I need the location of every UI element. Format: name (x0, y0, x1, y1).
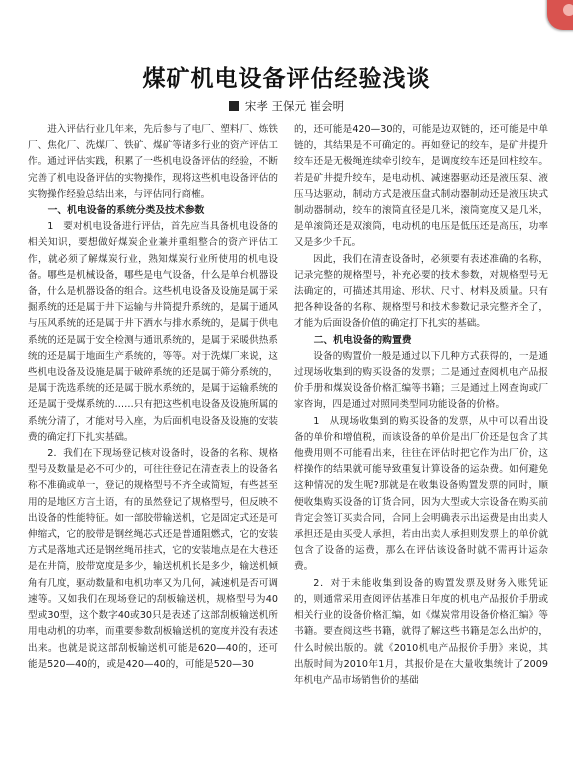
paragraph: 1 要对机电设备进行评估，首先应当具备机电设备的相关知识，要想做好煤炭企业兼并重组整合的资产评估工作，就必须了解煤炭行业，熟知煤炭行业所使用的机电设备。哪些是机械设备，哪些是电气设备，什么是单台机器设备，什么是机器设备的组合。这些机电设备及设施是属于采掘系统的还是属于井下运输与井筒提升系统的，是属于通风与压风系统的还是属于井下洒水与排水系统的，是属于供电系统的还是属于安全检测与通讯系统的，是属于采暖供热系统的还是属于地面生产系统的，等等。对于洗煤厂来说，这些机电设备及设施是属于破碎系统的还是属于筛分系统的，是属于洗选系统的还是属于脱水系统的，是属于运输系统的还是属于受煤系统的……只有把这些机电设备及设施所属的系统分清了，才能对号入座，为后面机电设备及设施的安装费的确定打下扎实基础。 (28, 221, 278, 443)
paragraph: 因此，我们在清查设备时，必须要有表述准确的名称，记录完整的规格型号，补充必要的技术参数，对规格型号无法确定的，可描述其用途、形状、尺寸、材料及质量。只有把各种设备的名称、规格型号和技术参数记录完整齐全了，才能为后面设备价值的确定打下扎实的基础。 (294, 253, 548, 330)
paragraph: 2．我们在下现场登记核对设备时，设备的名称、规格型号及数量是必不可少的，可往往登记在清查表上的设备名称不准确或单一，登记的规格型号不齐全或简短，有些甚至用的是地区方言土语，有的虽然登记了规格型号，但反映不出设备的性能特征。如一部胶带输送机，它是固定式还是可伸缩式，它的胶带是钢丝绳芯式还是普通阻燃式，它的安装方式是落地式还是钢丝绳吊挂式，它的安装地点是在大巷还是在井筒，胶带宽度是多少，输送机机长是多少，输送机倾角有几度，驱动数量和电机功率又为几何，减速机是否可调速等。又如我们在现场登记的刮板输送机，规格型号为40型或30型，这个数字40或30只是表述了这部刮板输送机所用电动机的功率，而重要参数刮板输送机的宽度并没有表述出来。也就是说这部刮板输送机可能是620—40的，还可能是520—40的，或是420—40的，可能是520—30 (28, 448, 278, 670)
section-heading: 二、机电设备的购置费 (313, 334, 412, 346)
article-title: 煤矿机电设备评估经验浅谈 (142, 66, 431, 92)
left-column (28, 122, 278, 770)
author-names: 宋孝 王保元 崔会明 (244, 99, 345, 113)
right-column (294, 122, 548, 770)
author-square-icon (229, 101, 239, 111)
paragraph: 设备的购置价一般是通过以下几种方式获得的，一是通过现场收集到的购买设备的发票；二是通过查阅机电产品报价手册和煤炭设备价格汇编等书籍；三是通过上网查询或厂家咨询，四是通过对照同类型同功能设备的价格。 (294, 350, 548, 411)
section-heading: 一、机电设备的系统分类及技术参数 (47, 205, 205, 217)
article-authors (0, 98, 573, 114)
corner-tab-dot (563, 4, 573, 16)
corner-page-tab (547, 0, 573, 30)
paragraph-continued: 的，还可能是420—30的，可能是边双链的，还可能是中单链的，其结果是不可确定的。再如登记的绞车，是矿井提升绞车还是无极绳连续牵引绞车，是调度绞车还是回柱绞车。若是矿井提升绞车，是电动机、减速器驱动还是液压泵、液压马达驱动，制动方式是液压盘式制动器制动还是液压块式制动器制动，绞车的滚筒直径是几米，滚筒宽度又是几米，是单滚筒还是双滚筒，电动机的电压是低压还是高压，功率又是多少千瓦。 (294, 124, 548, 249)
paragraph: 2．对于未能收集到设备的购置发票及财务入账凭证的，则通常采用查阅评估基准日年度的机电产品报价手册或相关行业的设备价格汇编，如《煤炭常用设备价格汇编》等书籍。要查阅这些书籍，就得了解这些书籍是怎么出炉的，什么时候出版的。就《2010机电产品报价手册》来说，其出版时间为2010年1月，其报价是在大量收集统计了2009年机电产品市场销售价的基础 (294, 577, 548, 686)
paragraph: 1 从现场收集到的购买设备的发票，从中可以看出设备的单价和增值税，而该设备的单价是出厂价还是包含了其他费用则不可能看出来，往往在评估时把它作为出厂价，这样操作的结果就可能导致重复计算设备的运杂费。如何避免这种情况的发生呢?那就是在收集设备购置发票的同时，顺便收集购买设备的订货合同，因为大型或大宗设备在购买前肯定会签订买卖合同，合同上会明确表示出运费是由出卖人承担还是由买受人承担，若由出卖人承担则发票上的单价就包含了设备的运费，那么在评估该设备时就不需再计运杂费。 (294, 415, 548, 573)
paragraph: 进入评估行业几年来，先后参与了电厂、塑料厂、炼铁厂、焦化厂、洗煤厂、铁矿、煤矿等诸多行业的资产评估工作。通过评估实践，积累了一些机电设备评估的经验，不断完善了机电设备评估的实物操作，现将这些机电设备评估的实物操作经验总结出来，与评估同行商榷。 (28, 124, 278, 200)
